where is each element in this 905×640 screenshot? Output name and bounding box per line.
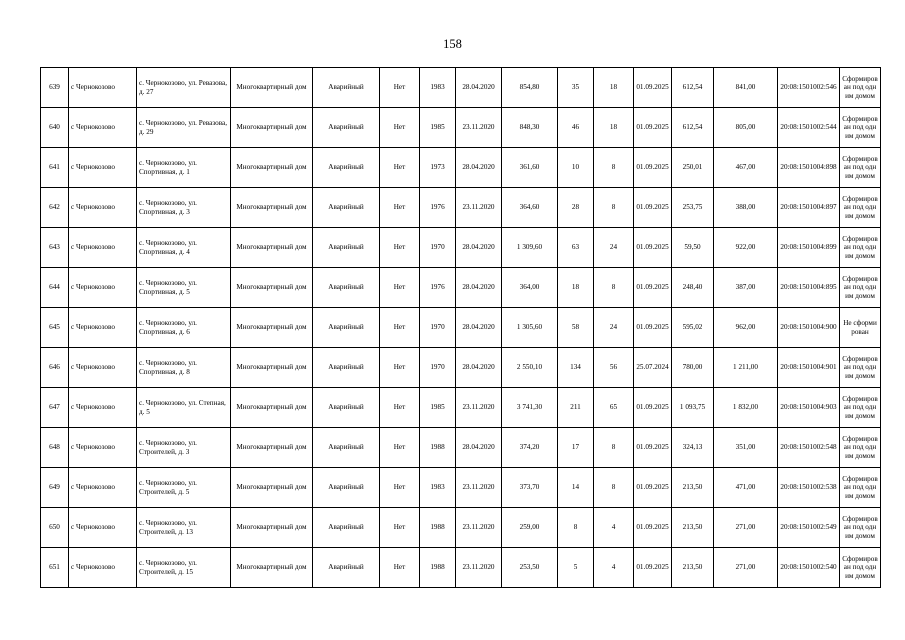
resettlement-date-cell: 01.09.2025 bbox=[634, 388, 672, 428]
value-1-cell: 248,40 bbox=[672, 268, 714, 308]
value-2-cell: 467,00 bbox=[714, 148, 778, 188]
area-cell: 848,30 bbox=[502, 108, 558, 148]
year-cell: 1970 bbox=[420, 228, 456, 268]
cadastral-number-cell: 20:08:1501002:546 bbox=[778, 68, 840, 108]
cadastral-number-cell: 20:08:1501002:540 bbox=[778, 548, 840, 588]
row-number-cell: 648 bbox=[41, 428, 69, 468]
units-cell: 4 bbox=[594, 508, 634, 548]
area-cell: 1 305,60 bbox=[502, 308, 558, 348]
address-cell: с. Чернокозово, ул. Спортивная, д. 6 bbox=[137, 308, 231, 348]
condition-cell: Аварийный bbox=[313, 468, 380, 508]
year-cell: 1983 bbox=[420, 468, 456, 508]
cadastral-number-cell: 20:08:1501004:897 bbox=[778, 188, 840, 228]
table-row bbox=[41, 468, 881, 508]
locality-cell: с Чернокозово bbox=[69, 268, 137, 308]
area-cell: 364,00 bbox=[502, 268, 558, 308]
residents-cell: 18 bbox=[558, 268, 594, 308]
year-cell: 1985 bbox=[420, 108, 456, 148]
year-cell: 1988 bbox=[420, 428, 456, 468]
value-1-cell: 612,54 bbox=[672, 108, 714, 148]
recognition-date-cell: 28.04.2020 bbox=[456, 268, 502, 308]
row-number-cell: 639 bbox=[41, 68, 69, 108]
value-2-cell: 962,00 bbox=[714, 308, 778, 348]
building-type-cell: Многоквартирный дом bbox=[231, 428, 313, 468]
building-type-cell: Многоквартирный дом bbox=[231, 468, 313, 508]
recognition-date-cell: 23.11.2020 bbox=[456, 548, 502, 588]
flag-cell: Нет bbox=[380, 428, 420, 468]
residents-cell: 211 bbox=[558, 388, 594, 428]
address-cell: с. Чернокозово, ул. Строителей, д. 5 bbox=[137, 468, 231, 508]
locality-cell: с Чернокозово bbox=[69, 308, 137, 348]
recognition-date-cell: 23.11.2020 bbox=[456, 188, 502, 228]
condition-cell: Аварийный bbox=[313, 188, 380, 228]
resettlement-date-cell: 01.09.2025 bbox=[634, 108, 672, 148]
flag-cell: Нет bbox=[380, 548, 420, 588]
locality-cell: с Чернокозово bbox=[69, 468, 137, 508]
land-status-cell: Сформирован под одним домом bbox=[840, 68, 881, 108]
building-type-cell: Многоквартирный дом bbox=[231, 68, 313, 108]
table-row bbox=[41, 108, 881, 148]
land-status-cell: Сформирован под одним домом bbox=[840, 108, 881, 148]
flag-cell: Нет bbox=[380, 388, 420, 428]
recognition-date-cell: 23.11.2020 bbox=[456, 108, 502, 148]
units-cell: 8 bbox=[594, 428, 634, 468]
value-2-cell: 271,00 bbox=[714, 508, 778, 548]
value-2-cell: 387,00 bbox=[714, 268, 778, 308]
recognition-date-cell: 23.11.2020 bbox=[456, 388, 502, 428]
land-status-cell: Сформирован под одним домом bbox=[840, 228, 881, 268]
year-cell: 1983 bbox=[420, 68, 456, 108]
cadastral-number-cell: 20:08:1501004:901 bbox=[778, 348, 840, 388]
building-type-cell: Многоквартирный дом bbox=[231, 148, 313, 188]
cadastral-number-cell: 20:08:1501004:895 bbox=[778, 268, 840, 308]
page-number: 158 bbox=[443, 37, 462, 51]
residents-cell: 8 bbox=[558, 508, 594, 548]
residents-cell: 17 bbox=[558, 428, 594, 468]
year-cell: 1970 bbox=[420, 308, 456, 348]
recognition-date-cell: 28.04.2020 bbox=[456, 228, 502, 268]
residents-cell: 10 bbox=[558, 148, 594, 188]
row-number-cell: 642 bbox=[41, 188, 69, 228]
area-cell: 1 309,60 bbox=[502, 228, 558, 268]
table-row bbox=[41, 508, 881, 548]
building-type-cell: Многоквартирный дом bbox=[231, 388, 313, 428]
area-cell: 3 741,30 bbox=[502, 388, 558, 428]
land-status-cell: Сформирован под одним домом bbox=[840, 388, 881, 428]
flag-cell: Нет bbox=[380, 68, 420, 108]
row-number-cell: 643 bbox=[41, 228, 69, 268]
address-cell: с. Чернокозово, ул. Ревазова, д. 27 bbox=[137, 68, 231, 108]
row-number-cell: 647 bbox=[41, 388, 69, 428]
flag-cell: Нет bbox=[380, 108, 420, 148]
row-number-cell: 644 bbox=[41, 268, 69, 308]
row-number-cell: 640 bbox=[41, 108, 69, 148]
value-2-cell: 805,00 bbox=[714, 108, 778, 148]
value-1-cell: 253,75 bbox=[672, 188, 714, 228]
value-1-cell: 1 093,75 bbox=[672, 388, 714, 428]
building-type-cell: Многоквартирный дом bbox=[231, 108, 313, 148]
value-2-cell: 841,00 bbox=[714, 68, 778, 108]
residents-cell: 134 bbox=[558, 348, 594, 388]
flag-cell: Нет bbox=[380, 348, 420, 388]
value-1-cell: 59,50 bbox=[672, 228, 714, 268]
row-number-cell: 645 bbox=[41, 308, 69, 348]
value-1-cell: 612,54 bbox=[672, 68, 714, 108]
year-cell: 1973 bbox=[420, 148, 456, 188]
building-type-cell: Многоквартирный дом bbox=[231, 268, 313, 308]
locality-cell: с Чернокозово bbox=[69, 548, 137, 588]
recognition-date-cell: 23.11.2020 bbox=[456, 468, 502, 508]
recognition-date-cell: 23.11.2020 bbox=[456, 508, 502, 548]
building-type-cell: Многоквартирный дом bbox=[231, 188, 313, 228]
address-cell: с. Чернокозово, ул. Спортивная, д. 3 bbox=[137, 188, 231, 228]
residents-cell: 14 bbox=[558, 468, 594, 508]
residents-cell: 35 bbox=[558, 68, 594, 108]
land-status-cell: Сформирован под одним домом bbox=[840, 268, 881, 308]
recognition-date-cell: 28.04.2020 bbox=[456, 348, 502, 388]
condition-cell: Аварийный bbox=[313, 68, 380, 108]
building-type-cell: Многоквартирный дом bbox=[231, 228, 313, 268]
address-cell: с. Чернокозово, ул. Степная, д. 5 bbox=[137, 388, 231, 428]
land-status-cell: Не сформирован bbox=[840, 308, 881, 348]
resettlement-date-cell: 01.09.2025 bbox=[634, 228, 672, 268]
recognition-date-cell: 28.04.2020 bbox=[456, 428, 502, 468]
table-row bbox=[41, 148, 881, 188]
residents-cell: 46 bbox=[558, 108, 594, 148]
cadastral-number-cell: 20:08:1501004:903 bbox=[778, 388, 840, 428]
condition-cell: Аварийный bbox=[313, 108, 380, 148]
resettlement-date-cell: 01.09.2025 bbox=[634, 268, 672, 308]
units-cell: 56 bbox=[594, 348, 634, 388]
resettlement-date-cell: 01.09.2025 bbox=[634, 548, 672, 588]
building-type-cell: Многоквартирный дом bbox=[231, 308, 313, 348]
address-cell: с. Чернокозово, ул. Ревазова, д. 29 bbox=[137, 108, 231, 148]
resettlement-date-cell: 01.09.2025 bbox=[634, 68, 672, 108]
table-row bbox=[41, 68, 881, 108]
year-cell: 1988 bbox=[420, 508, 456, 548]
condition-cell: Аварийный bbox=[313, 548, 380, 588]
cadastral-number-cell: 20:08:1501002:548 bbox=[778, 428, 840, 468]
table-row bbox=[41, 348, 881, 388]
condition-cell: Аварийный bbox=[313, 508, 380, 548]
value-2-cell: 471,00 bbox=[714, 468, 778, 508]
address-cell: с. Чернокозово, ул. Спортивная, д. 5 bbox=[137, 268, 231, 308]
locality-cell: с Чернокозово bbox=[69, 188, 137, 228]
area-cell: 374,20 bbox=[502, 428, 558, 468]
table-row bbox=[41, 228, 881, 268]
table-row bbox=[41, 548, 881, 588]
cadastral-number-cell: 20:08:1501004:899 bbox=[778, 228, 840, 268]
value-2-cell: 351,00 bbox=[714, 428, 778, 468]
flag-cell: Нет bbox=[380, 308, 420, 348]
value-2-cell: 1 211,00 bbox=[714, 348, 778, 388]
year-cell: 1976 bbox=[420, 188, 456, 228]
land-status-cell: Сформирован под одним домом bbox=[840, 468, 881, 508]
area-cell: 854,80 bbox=[502, 68, 558, 108]
row-number-cell: 650 bbox=[41, 508, 69, 548]
address-cell: с. Чернокозово, ул. Спортивная, д. 1 bbox=[137, 148, 231, 188]
locality-cell: с Чернокозово bbox=[69, 108, 137, 148]
condition-cell: Аварийный bbox=[313, 268, 380, 308]
address-cell: с. Чернокозово, ул. Спортивная, д. 4 bbox=[137, 228, 231, 268]
value-1-cell: 213,50 bbox=[672, 468, 714, 508]
area-cell: 253,50 bbox=[502, 548, 558, 588]
area-cell: 259,00 bbox=[502, 508, 558, 548]
units-cell: 24 bbox=[594, 308, 634, 348]
locality-cell: с Чернокозово bbox=[69, 68, 137, 108]
condition-cell: Аварийный bbox=[313, 388, 380, 428]
land-status-cell: Сформирован под одним домом bbox=[840, 508, 881, 548]
flag-cell: Нет bbox=[380, 268, 420, 308]
value-2-cell: 922,00 bbox=[714, 228, 778, 268]
building-type-cell: Многоквартирный дом bbox=[231, 508, 313, 548]
year-cell: 1988 bbox=[420, 548, 456, 588]
value-2-cell: 388,00 bbox=[714, 188, 778, 228]
table-row bbox=[41, 308, 881, 348]
flag-cell: Нет bbox=[380, 188, 420, 228]
units-cell: 8 bbox=[594, 268, 634, 308]
row-number-cell: 651 bbox=[41, 548, 69, 588]
land-status-cell: Сформирован под одним домом bbox=[840, 348, 881, 388]
value-1-cell: 213,50 bbox=[672, 508, 714, 548]
year-cell: 1970 bbox=[420, 348, 456, 388]
cadastral-number-cell: 20:08:1501004:900 bbox=[778, 308, 840, 348]
land-status-cell: Сформирован под одним домом bbox=[840, 548, 881, 588]
resettlement-date-cell: 01.09.2025 bbox=[634, 428, 672, 468]
value-1-cell: 595,02 bbox=[672, 308, 714, 348]
condition-cell: Аварийный bbox=[313, 228, 380, 268]
area-cell: 364,60 bbox=[502, 188, 558, 228]
land-status-cell: Сформирован под одним домом bbox=[840, 148, 881, 188]
cadastral-number-cell: 20:08:1501002:549 bbox=[778, 508, 840, 548]
value-2-cell: 271,00 bbox=[714, 548, 778, 588]
resettlement-date-cell: 01.09.2025 bbox=[634, 148, 672, 188]
row-number-cell: 641 bbox=[41, 148, 69, 188]
value-1-cell: 213,50 bbox=[672, 548, 714, 588]
units-cell: 24 bbox=[594, 228, 634, 268]
address-cell: с. Чернокозово, ул. Строителей, д. 13 bbox=[137, 508, 231, 548]
resettlement-date-cell: 01.09.2025 bbox=[634, 508, 672, 548]
land-status-cell: Сформирован под одним домом bbox=[840, 428, 881, 468]
table-row bbox=[41, 188, 881, 228]
locality-cell: с Чернокозово bbox=[69, 348, 137, 388]
cadastral-number-cell: 20:08:1501002:544 bbox=[778, 108, 840, 148]
resettlement-date-cell: 01.09.2025 bbox=[634, 308, 672, 348]
condition-cell: Аварийный bbox=[313, 148, 380, 188]
building-type-cell: Многоквартирный дом bbox=[231, 348, 313, 388]
locality-cell: с Чернокозово bbox=[69, 428, 137, 468]
resettlement-date-cell: 01.09.2025 bbox=[634, 468, 672, 508]
address-cell: с. Чернокозово, ул. Строителей, д. 3 bbox=[137, 428, 231, 468]
recognition-date-cell: 28.04.2020 bbox=[456, 148, 502, 188]
condition-cell: Аварийный bbox=[313, 308, 380, 348]
residents-cell: 28 bbox=[558, 188, 594, 228]
units-cell: 65 bbox=[594, 388, 634, 428]
row-number-cell: 649 bbox=[41, 468, 69, 508]
units-cell: 8 bbox=[594, 188, 634, 228]
table-row bbox=[41, 428, 881, 468]
housing-registry-table bbox=[40, 67, 881, 588]
residents-cell: 63 bbox=[558, 228, 594, 268]
flag-cell: Нет bbox=[380, 508, 420, 548]
cadastral-number-cell: 20:08:1501004:898 bbox=[778, 148, 840, 188]
locality-cell: с Чернокозово bbox=[69, 388, 137, 428]
units-cell: 4 bbox=[594, 548, 634, 588]
locality-cell: с Чернокозово bbox=[69, 148, 137, 188]
value-1-cell: 324,13 bbox=[672, 428, 714, 468]
address-cell: с. Чернокозово, ул. Спортивная, д. 8 bbox=[137, 348, 231, 388]
units-cell: 8 bbox=[594, 468, 634, 508]
year-cell: 1976 bbox=[420, 268, 456, 308]
recognition-date-cell: 28.04.2020 bbox=[456, 68, 502, 108]
area-cell: 2 550,10 bbox=[502, 348, 558, 388]
recognition-date-cell: 28.04.2020 bbox=[456, 308, 502, 348]
locality-cell: с Чернокозово bbox=[69, 228, 137, 268]
area-cell: 361,60 bbox=[502, 148, 558, 188]
address-cell: с. Чернокозово, ул. Строителей, д. 15 bbox=[137, 548, 231, 588]
building-type-cell: Многоквартирный дом bbox=[231, 548, 313, 588]
units-cell: 18 bbox=[594, 108, 634, 148]
residents-cell: 5 bbox=[558, 548, 594, 588]
value-1-cell: 250,01 bbox=[672, 148, 714, 188]
resettlement-date-cell: 25.07.2024 bbox=[634, 348, 672, 388]
value-1-cell: 780,00 bbox=[672, 348, 714, 388]
table-row bbox=[41, 268, 881, 308]
condition-cell: Аварийный bbox=[313, 428, 380, 468]
value-2-cell: 1 832,00 bbox=[714, 388, 778, 428]
area-cell: 373,70 bbox=[502, 468, 558, 508]
units-cell: 8 bbox=[594, 148, 634, 188]
flag-cell: Нет bbox=[380, 228, 420, 268]
flag-cell: Нет bbox=[380, 468, 420, 508]
row-number-cell: 646 bbox=[41, 348, 69, 388]
flag-cell: Нет bbox=[380, 148, 420, 188]
year-cell: 1985 bbox=[420, 388, 456, 428]
resettlement-date-cell: 01.09.2025 bbox=[634, 188, 672, 228]
table-row bbox=[41, 388, 881, 428]
units-cell: 18 bbox=[594, 68, 634, 108]
locality-cell: с Чернокозово bbox=[69, 508, 137, 548]
cadastral-number-cell: 20:08:1501002:538 bbox=[778, 468, 840, 508]
condition-cell: Аварийный bbox=[313, 348, 380, 388]
land-status-cell: Сформирован под одним домом bbox=[840, 188, 881, 228]
residents-cell: 58 bbox=[558, 308, 594, 348]
